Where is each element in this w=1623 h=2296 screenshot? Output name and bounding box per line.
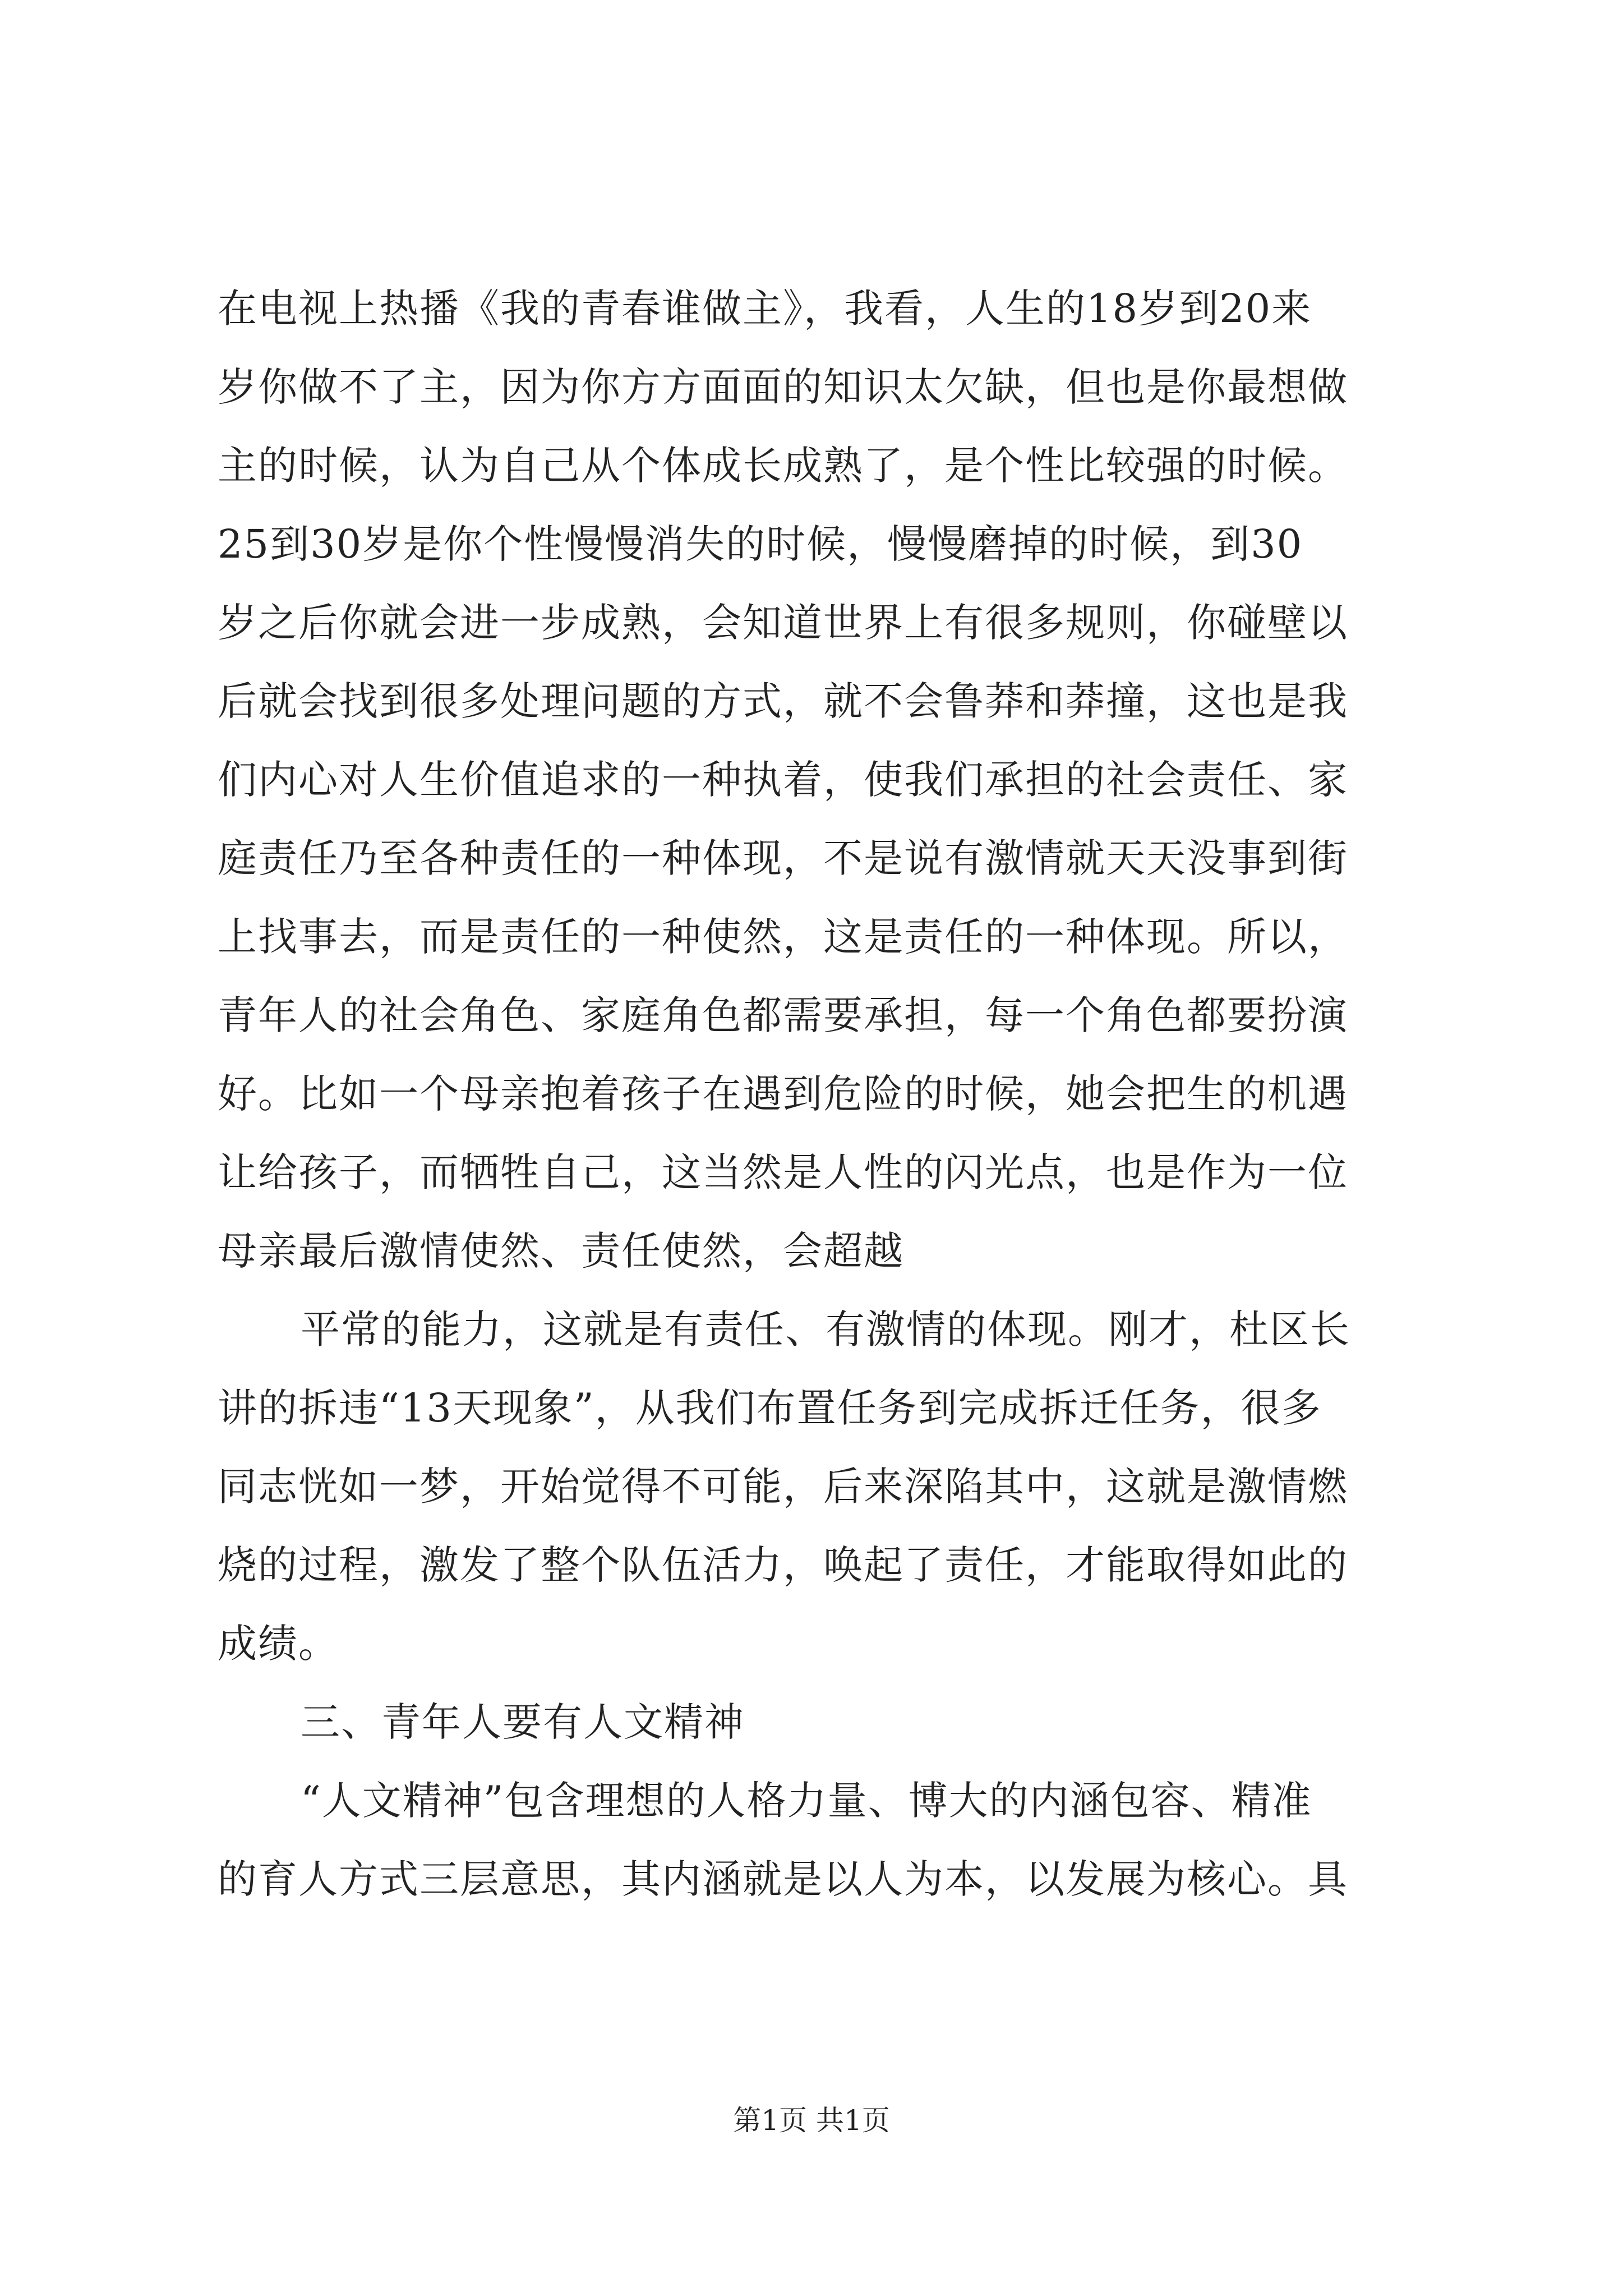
text-line: 同志恍如一梦，开始觉得不可能，后来深陷其中，这就是激情燃 [218,1464,1348,1510]
document-body [218,269,1418,1918]
text-line: 烧的过程，激发了整个队伍活力，唤起了责任，才能取得如此的 [218,1542,1348,1588]
paragraph-start-line: 平常的能力，这就是有责任、有激情的体现。刚才，杜区长 [301,1306,1350,1352]
section-heading: 三、青年人要有人文精神 [301,1699,745,1745]
text-line: 让给孩子，而牺牲自己，这当然是人性的闪光点，也是作为一位 [218,1149,1348,1195]
text-line: 们内心对人生价值追求的一种执着，使我们承担的社会责任、家 [218,757,1348,803]
text-line: 25到30岁是你个性慢慢消失的时候，慢慢磨掉的时候，到30 [218,521,1303,567]
text-line: 主的时候，认为自己从个体成长成熟了，是个性比较强的时候。 [218,443,1348,489]
text-line: 岁你做不了主，因为你方方面面的知识太欠缺，但也是你最想做 [218,364,1348,410]
text-line: 成绩。 [218,1621,339,1667]
text-line: 岁之后你就会进一步成熟，会知道世界上有很多规则，你碰壁以 [218,600,1348,646]
text-line: 母亲最后激情使然、责任使然，会超越 [218,1228,904,1274]
text-line: 好。比如一个母亲抱着孩子在遇到危险的时候，她会把生的机遇 [218,1071,1348,1117]
text-line: 的育人方式三层意思，其内涵就是以人为本，以发展为核心。具 [218,1856,1348,1902]
page-footer: 第1页 共1页 [733,2104,890,2137]
text-line: 庭责任乃至各种责任的一种体现，不是说有激情就天天没事到街 [218,835,1348,881]
text-line: 青年人的社会角色、家庭角色都需要承担，每一个角色都要扮演 [218,992,1348,1038]
paragraph-start-line: “人文精神”包含理想的人格力量、博大的内涵包容、精准 [301,1778,1312,1824]
text-line: 讲的拆违“13天现象”，从我们布置任务到完成拆迁任务，很多 [218,1385,1322,1431]
text-line: 后就会找到很多处理问题的方式，就不会鲁莽和莽撞，这也是我 [218,678,1348,724]
text-line: 在电视上热播《我的青春谁做主》，我看，人生的18岁到20来 [218,286,1312,332]
text-line: 上找事去，而是责任的一种使然，这是责任的一种体现。所以， [218,914,1348,960]
